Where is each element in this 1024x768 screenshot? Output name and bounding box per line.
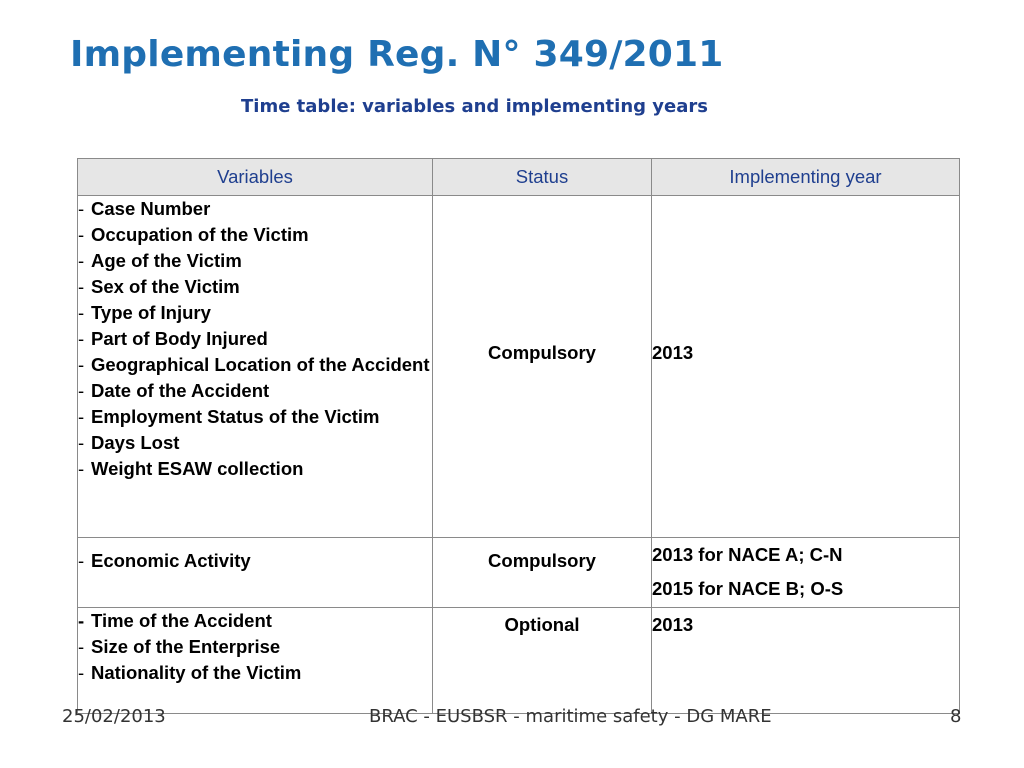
status-value: Optional: [504, 614, 580, 635]
variables-cell: [78, 608, 433, 714]
year-value: 2013: [652, 342, 694, 363]
year-cell: [652, 196, 960, 538]
list-item: - Case Number: [78, 198, 211, 219]
table-header-row: [78, 159, 960, 196]
variable-label: Nationality of the Victim: [91, 662, 302, 683]
list-item: - Type of Injury: [78, 302, 211, 323]
variable-label: Age of the Victim: [91, 250, 242, 271]
year-value: 2013 for NACE A; C-N: [652, 544, 843, 565]
variables-list: [78, 608, 432, 686]
variable-label: Economic Activity: [91, 550, 251, 571]
table-row: [78, 196, 960, 538]
variable-label: Weight ESAW collection: [91, 458, 304, 479]
list-item: - Sex of the Victim: [78, 276, 240, 297]
year-value: 2015 for NACE B; O-S: [652, 578, 844, 599]
variable-label: Case Number: [91, 198, 211, 219]
variable-label: Size of the Enterprise: [91, 636, 281, 657]
list-item: - Age of the Victim: [78, 250, 242, 271]
year-cell: [652, 608, 960, 714]
list-item: - Days Lost: [78, 432, 180, 453]
status-value: Compulsory: [488, 342, 596, 363]
footer-date: 25/02/2013: [62, 706, 166, 727]
variable-label: Time of the Accident: [91, 610, 272, 631]
status-cell: [433, 538, 652, 608]
variable-label: Days Lost: [91, 432, 180, 453]
list-item: - Occupation of the Victim: [78, 224, 309, 245]
variable-label: Employment Status of the Victim: [91, 406, 380, 427]
header-variables: Variables: [78, 159, 433, 196]
year-value: 2013: [652, 614, 694, 635]
list-item: - Nationality of the Victim: [78, 662, 302, 683]
variables-cell: [78, 538, 433, 608]
variables-list: [78, 548, 432, 574]
list-item: - Economic Activity: [78, 550, 251, 571]
year-cell: [652, 538, 960, 608]
timetable: [77, 158, 960, 714]
table-row: [78, 608, 960, 714]
variable-label: Occupation of the Victim: [91, 224, 309, 245]
variable-label: Date of the Accident: [91, 380, 270, 401]
list-item: - Size of the Enterprise: [78, 636, 281, 657]
status-cell: [433, 196, 652, 538]
list-item: - Part of Body Injured: [78, 328, 268, 349]
list-item: - Weight ESAW collection: [78, 458, 304, 479]
variables-cell: [78, 196, 433, 538]
header-status: Status: [433, 159, 652, 196]
variables-list: [78, 196, 432, 482]
table-row: [78, 538, 960, 608]
list-item: - Time of the Accident: [78, 610, 272, 631]
slide-subtitle: Time table: variables and implementing years: [241, 96, 708, 117]
slide-title: Implementing Reg. N° 349/2011: [70, 34, 724, 75]
variable-label: Sex of the Victim: [91, 276, 240, 297]
list-item: - Employment Status of the Victim: [78, 406, 380, 427]
list-item: - Date of the Accident: [78, 380, 270, 401]
variable-label: Type of Injury: [91, 302, 211, 323]
status-cell: [433, 608, 652, 714]
list-item: - Geographical Location of the Accident: [78, 354, 430, 375]
page-number: 8: [950, 706, 962, 727]
header-implementing-year: Implementing year: [652, 159, 960, 196]
variable-label: Geographical Location of the Accident: [91, 354, 430, 375]
variable-label: Part of Body Injured: [91, 328, 268, 349]
status-value: Compulsory: [488, 550, 596, 571]
footer-title: BRAC - EUSBSR - maritime safety - DG MARE: [369, 706, 772, 727]
